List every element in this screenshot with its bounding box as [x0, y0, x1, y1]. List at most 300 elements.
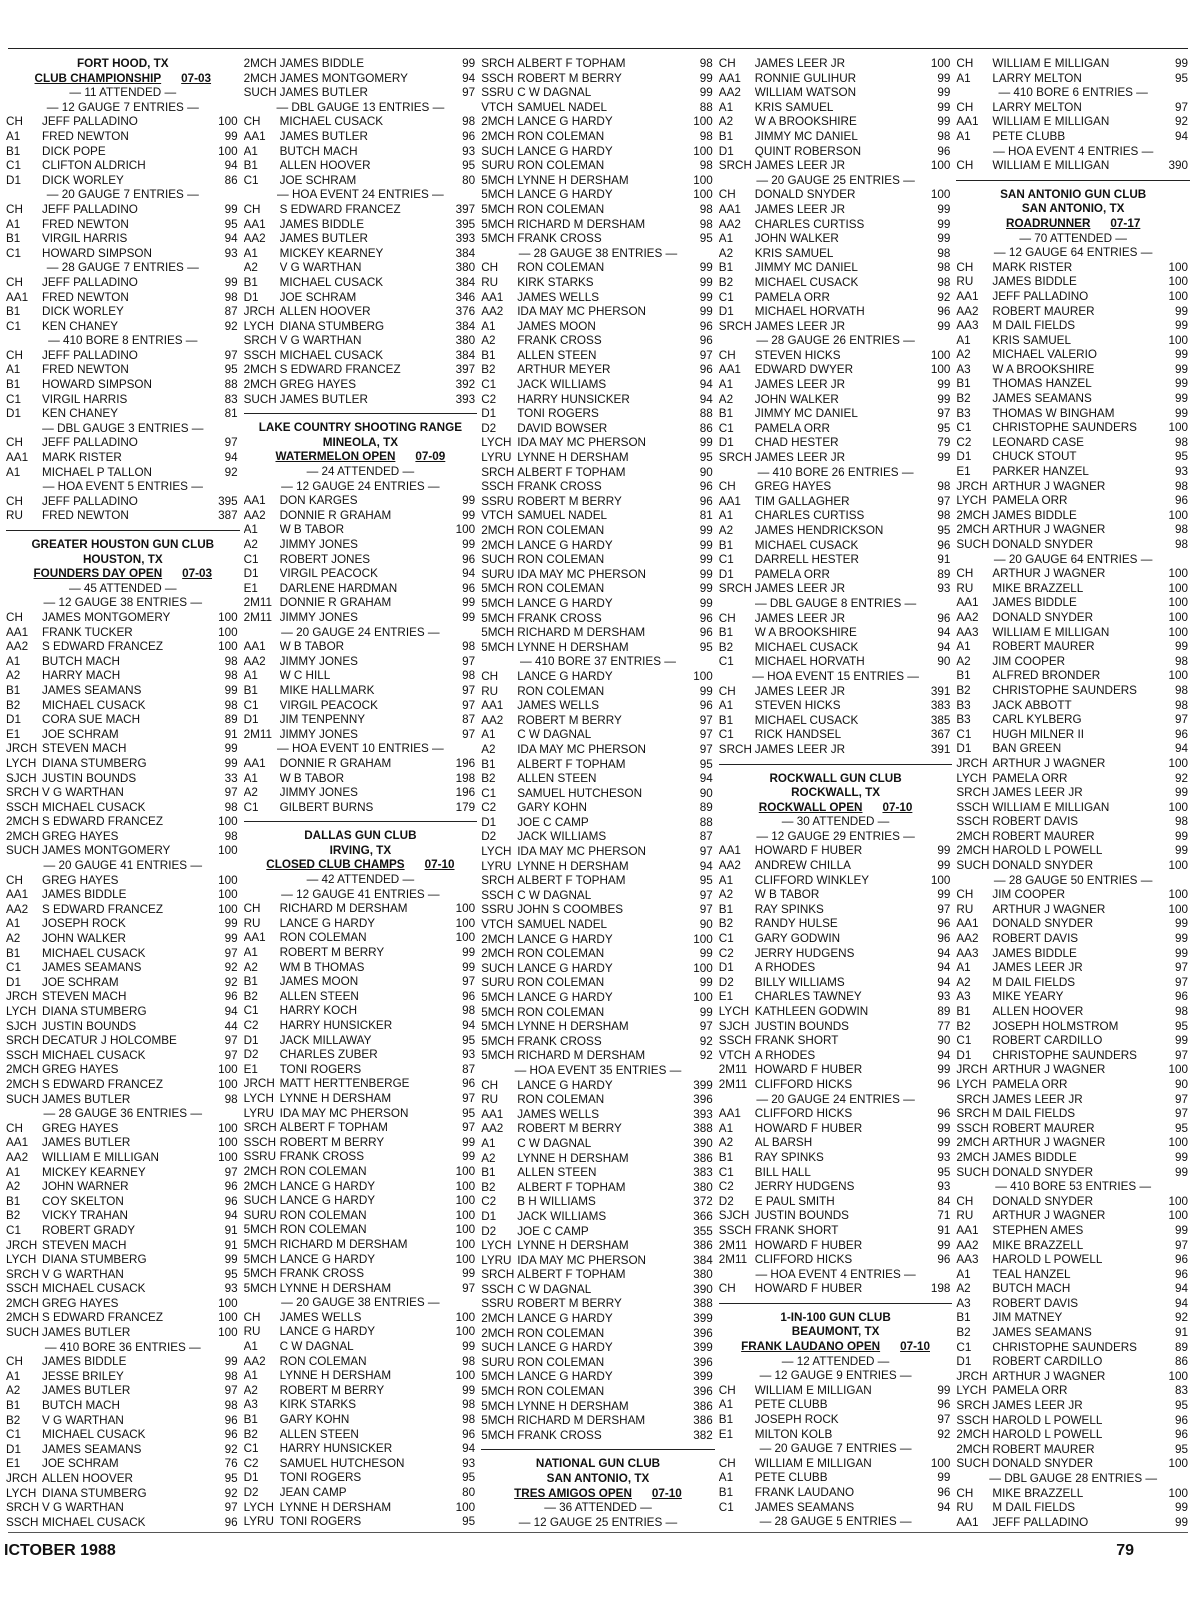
division-heading: — HOA EVENT 10 ENTRIES — [277, 742, 444, 756]
result-row [719, 203, 953, 218]
class-code: AA1 [718, 363, 741, 377]
shooter-name: MIKE HALLMARK [279, 683, 375, 697]
shooter-name: JAMES LEER JR [754, 159, 846, 173]
score: 99 [462, 1150, 476, 1164]
shooter-name: JAMES BIDDLE [279, 217, 365, 231]
shooter-name: STEVEN MACH [42, 742, 127, 756]
result-row [6, 976, 240, 991]
score: 98 [224, 290, 238, 304]
result-row [6, 1224, 240, 1239]
shooter-name: RON COLEMAN [517, 1093, 605, 1107]
score: 96 [699, 494, 713, 508]
shooter-name: FRANK CROSS [279, 1267, 365, 1281]
result-row [956, 640, 1190, 655]
score: 100 [455, 902, 476, 916]
division-heading: — 12 ATTENDED — [781, 1354, 890, 1368]
result-row [719, 699, 953, 714]
score: 88 [224, 378, 238, 392]
class-code: 5MCH [481, 202, 515, 216]
result-row [6, 1501, 240, 1516]
club-heading: SAN ANTONIO GUN CLUB [1000, 187, 1147, 201]
result-row [956, 772, 1190, 787]
shooter-name: JAMES LEER JR [992, 1092, 1083, 1106]
class-code: A1 [956, 129, 971, 143]
division-heading: — DBL GAUGE 28 ENTRIES — [989, 1472, 1158, 1485]
class-code: CH [956, 1486, 974, 1500]
shooter-name: V G WARTHAN [279, 261, 362, 275]
score: 92 [1174, 771, 1188, 785]
score: 95 [937, 524, 951, 537]
result-row [956, 1414, 1190, 1429]
result-row [956, 130, 1190, 145]
class-code: 2MCH [481, 538, 515, 552]
score: 98 [1174, 538, 1188, 551]
result-row [481, 524, 715, 539]
score: 95 [462, 159, 476, 173]
result-row [244, 975, 478, 990]
result-row [244, 684, 478, 699]
shooter-name: VIRGIL PEACOCK [279, 567, 378, 581]
class-code: A2 [718, 392, 734, 406]
score: 99 [699, 582, 713, 596]
score: 100 [218, 873, 238, 887]
class-code: SRCH [956, 1399, 990, 1413]
shooter-name: GARY KOHN [279, 1413, 350, 1427]
class-code: 2M11 [243, 610, 272, 624]
result-row [244, 655, 478, 670]
shooter-name: MICHAEL CUSACK [754, 275, 859, 289]
shooter-name: LYNNE H DERSHAM [279, 1500, 392, 1514]
shooter-name: KRIS SAMUEL [754, 100, 834, 114]
event-name: TRES AMIGOS OPEN [514, 1486, 632, 1500]
class-code: A2 [243, 538, 258, 551]
shooter-name: DONALD SNYDER [992, 1457, 1094, 1471]
class-code: D1 [481, 815, 497, 829]
shooter-name: SAMUEL HUTCHESON [279, 1456, 405, 1470]
result-row [481, 685, 715, 700]
class-code: AA1 [481, 699, 504, 713]
score: 94 [937, 640, 951, 654]
shooter-name: RICHARD M DERSHAM [517, 626, 646, 640]
class-code: 5MCH [481, 1034, 515, 1048]
result-row [244, 946, 478, 961]
score: 96 [699, 626, 713, 640]
score: 99 [699, 947, 713, 961]
result-row [956, 990, 1190, 1005]
score: 84 [937, 1194, 951, 1208]
division-heading: — 20 GAUGE 38 ENTRIES — [281, 1296, 440, 1310]
class-code: A2 [6, 1384, 21, 1398]
score: 99 [937, 217, 951, 231]
shooter-name: ROBERT M BERRY [517, 713, 622, 727]
class-code: 2MCH [6, 829, 40, 843]
result-row [6, 1020, 240, 1035]
score: 99 [937, 392, 951, 406]
score: 380 [693, 1268, 713, 1282]
result-row [244, 509, 478, 524]
shooter-name: MICHAEL CUSACK [279, 348, 384, 362]
class-code: CH [956, 260, 974, 274]
result-row [956, 917, 1190, 932]
class-code: RU [481, 275, 499, 289]
class-code: E1 [6, 1457, 21, 1471]
class-code: D1 [956, 1048, 972, 1062]
class-code: B1 [956, 669, 971, 683]
shooter-name: ROBERT CARDILLO [992, 1355, 1103, 1369]
class-code: RU [481, 1093, 499, 1107]
shooter-name: KRIS SAMUEL [754, 246, 834, 260]
result-row [244, 1442, 478, 1457]
shooter-name: ALLEN STEEN [517, 772, 597, 786]
division-heading: — HOA EVENT 4 ENTRIES — [993, 144, 1154, 158]
result-row [481, 816, 715, 831]
score: 99 [937, 378, 951, 392]
score: 376 [455, 305, 476, 319]
score: 99 [224, 202, 238, 216]
score: 99 [224, 756, 238, 770]
shooter-name: MICHAEL HORVATH [754, 305, 865, 319]
division-heading: — HOA EVENT 5 ENTRIES — [42, 480, 203, 494]
score: 96 [462, 581, 476, 595]
shooter-name: RON COLEMAN [279, 1354, 367, 1368]
result-row [481, 1035, 715, 1050]
class-code: A2 [718, 1136, 734, 1150]
shooter-name: RANDY HULSE [754, 917, 838, 931]
division-heading: — 12 GAUGE 9 ENTRIES — [759, 1369, 912, 1383]
class-code: B2 [718, 275, 734, 289]
score: 99 [462, 946, 476, 960]
class-code: SUCH [243, 1194, 277, 1208]
class-code: JRCH [956, 479, 988, 493]
score: 100 [1168, 902, 1188, 916]
class-code: JRCH [6, 1238, 38, 1252]
score: 355 [693, 1224, 713, 1238]
score: 91 [224, 1238, 238, 1252]
result-row [6, 466, 240, 481]
class-code: RU [243, 916, 261, 930]
result-row [6, 436, 240, 451]
result-row [956, 1370, 1190, 1385]
class-code: B1 [481, 757, 496, 771]
class-code: LYRU [481, 1253, 512, 1267]
score: 96 [937, 917, 951, 931]
class-code: AA1 [243, 129, 266, 143]
class-code: 2MCH [956, 844, 990, 858]
score: 393 [455, 392, 476, 406]
score: 384 [455, 348, 476, 362]
class-code: 5MCH [481, 1385, 515, 1399]
shooter-name: JAMES BIDDLE [42, 1355, 127, 1369]
result-row [244, 291, 478, 306]
shooter-name: MIKE BRAZZELL [992, 581, 1084, 595]
shooter-name: CHARLES ZUBER [279, 1048, 378, 1062]
result-row [481, 1429, 715, 1444]
result-row [6, 232, 240, 247]
event-date: 07-03 [181, 71, 212, 85]
class-code: LYCH [6, 756, 37, 770]
shooter-name: GILBERT BURNS [279, 800, 374, 814]
result-row [719, 1049, 953, 1064]
shooter-name: JOHN WALKER [754, 232, 839, 246]
class-code: 5MCH [481, 626, 515, 640]
class-code: 2M11 [718, 1077, 748, 1091]
result-row [244, 772, 478, 787]
class-code: C1 [956, 1034, 972, 1048]
result-row [6, 917, 240, 932]
class-code: 5MCH [481, 611, 515, 625]
shooter-name: LANCE G HARDY [517, 1312, 613, 1326]
result-row [956, 655, 1190, 670]
class-code: 2MCH [6, 1063, 40, 1077]
class-code: AA1 [6, 290, 29, 304]
class-code: AA2 [718, 86, 741, 100]
score: 81 [699, 509, 713, 523]
result-row [6, 1166, 240, 1181]
division-heading: — 28 GAUGE 5 ENTRIES — [759, 1515, 912, 1527]
class-code: 2M11 [243, 596, 272, 610]
shooter-name: DIANA STUMBERG [42, 756, 147, 770]
score: 95 [462, 1471, 476, 1485]
class-code: B2 [6, 1413, 21, 1427]
result-row [6, 1122, 240, 1137]
event-name: CLOSED CLUB CHAMPS [266, 858, 405, 872]
shooter-name: JAMES LEER JR [754, 202, 846, 216]
class-code: SUCH [481, 961, 515, 975]
score: 94 [937, 1048, 951, 1062]
result-row [719, 1166, 953, 1181]
result-row [6, 1049, 240, 1064]
shooter-name: JAMES BUTLER [279, 232, 368, 246]
score: 99 [1174, 786, 1188, 800]
class-code: A1 [956, 71, 971, 85]
result-row [6, 626, 240, 641]
class-code: SSRU [481, 903, 514, 917]
shooter-name: KIRK STARKS [279, 1398, 357, 1412]
event-name: ROADRUNNER [1006, 216, 1091, 230]
shooter-name: JAMES MOON [279, 975, 359, 989]
result-row [956, 305, 1190, 320]
shooter-name: HARRY HUNSICKER [279, 1442, 393, 1456]
class-code: CH [718, 1383, 736, 1397]
score: 98 [1174, 479, 1188, 493]
score: 97 [462, 1091, 476, 1105]
score: 95 [1174, 1442, 1188, 1456]
result-row [481, 57, 715, 72]
result-row [956, 275, 1190, 290]
shooter-name: ARTHUR J WAGNER [992, 756, 1106, 770]
result-row [956, 1487, 1190, 1502]
shooter-name: MICHAEL CUSACK [42, 1428, 146, 1442]
class-code: SRCH [481, 1268, 515, 1282]
shooter-name: RICHARD M DERSHAM [517, 217, 646, 231]
score: 100 [455, 1500, 476, 1514]
shooter-name: MICHAEL CUSACK [754, 538, 859, 552]
shooter-name: KEN CHANEY [42, 319, 118, 333]
score: 100 [218, 1121, 238, 1135]
division-heading: — HOA EVENT 24 ENTRIES — [277, 188, 444, 202]
result-row [6, 1078, 240, 1093]
class-code: SUCH [956, 859, 990, 873]
shooter-name: LANCE G HARDY [517, 669, 613, 683]
result-row [956, 932, 1190, 947]
score: 390 [1168, 159, 1188, 173]
class-code: D1 [6, 173, 21, 187]
class-code: SSRU [481, 86, 514, 100]
score: 396 [693, 1326, 713, 1340]
shooter-name: CLIFFORD HICKS [754, 1253, 853, 1267]
shooter-name: LANCE G HARDY [279, 916, 376, 930]
class-code: VTCH [481, 509, 514, 523]
class-code: D1 [243, 567, 259, 581]
class-code: C2 [243, 1456, 259, 1470]
shooter-name: LANCE G HARDY [517, 144, 613, 158]
shooter-name: PAMELA ORR [992, 1384, 1068, 1398]
result-row [719, 903, 953, 918]
class-code: 2MCH [243, 378, 277, 392]
division-heading: — 28 GAUGE 26 ENTRIES — [756, 334, 915, 348]
score: 99 [937, 859, 951, 873]
class-code: 2MCH [243, 1179, 277, 1193]
event-date: 07-09 [415, 450, 446, 464]
class-code: JRCH [243, 1077, 275, 1091]
class-code: LYCH [956, 1077, 987, 1091]
score: 99 [937, 1471, 951, 1485]
class-code: AA1 [956, 115, 979, 129]
shooter-name: PARKER HANZEL [992, 465, 1089, 479]
shooter-name: RAY SPINKS [754, 902, 824, 916]
class-code: AA1 [481, 290, 504, 304]
score: 86 [699, 421, 713, 435]
class-code: 5MCH [243, 1237, 277, 1251]
score: 90 [1174, 1077, 1188, 1091]
score: 91 [224, 727, 238, 741]
shooter-name: JIMMY MC DANIEL [754, 129, 858, 143]
shooter-name: CLIFFORD WINKLEY [754, 873, 870, 887]
class-code: A2 [718, 115, 734, 129]
class-code: 2MCH [481, 932, 515, 946]
club-heading: SAN ANTONIO, TX [546, 1472, 650, 1485]
score: 100 [455, 1164, 476, 1178]
result-row [719, 1078, 953, 1093]
score: 100 [930, 188, 951, 202]
class-code: 2MCH [243, 363, 277, 377]
class-code: SSCH [718, 1034, 752, 1048]
score: 99 [699, 275, 713, 289]
division-heading: — 12 GAUGE 29 ENTRIES — [756, 829, 915, 843]
score: 95 [462, 1515, 476, 1527]
shooter-name: HARRY MACH [42, 669, 121, 683]
result-row [481, 232, 715, 247]
result-row [6, 1428, 240, 1443]
class-code: LYCH [956, 1384, 987, 1398]
shooter-name: BUTCH MACH [279, 144, 358, 158]
division-heading: — 12 GAUGE 38 ENTRIES — [43, 596, 203, 610]
class-code: A1 [6, 465, 21, 479]
score: 386 [693, 1239, 713, 1253]
class-code: B1 [481, 1166, 496, 1180]
result-row [481, 422, 715, 437]
division-heading: — 410 BORE 6 ENTRIES — [998, 86, 1148, 100]
result-row [6, 961, 240, 976]
class-code: A2 [6, 1180, 21, 1194]
shooter-name: W A BROOKSHIRE [754, 626, 857, 640]
shooter-name: CHARLES CURTISS [754, 509, 865, 523]
shooter-name: JAMES WELLS [517, 699, 600, 713]
division-heading: — 12 GAUGE 24 ENTRIES — [281, 479, 440, 493]
score: 97 [462, 1281, 476, 1295]
class-code: 5MCH [243, 1252, 277, 1266]
score: 98 [699, 159, 713, 173]
class-code: 2MCH [243, 57, 277, 70]
class-code: AA2 [956, 1238, 979, 1252]
class-code: A2 [6, 932, 21, 946]
result-row [481, 1079, 715, 1094]
shooter-name: MICHAEL CUSACK [754, 713, 859, 727]
result-row [244, 669, 478, 684]
class-code: A3 [956, 1296, 971, 1310]
class-code: JRCH [956, 1369, 988, 1383]
results-column [719, 57, 953, 1527]
score: 96 [699, 699, 713, 713]
class-code: SSCH [481, 71, 514, 85]
score: 100 [1168, 1136, 1188, 1150]
score: 94 [1174, 1296, 1188, 1310]
class-code: CH [6, 873, 23, 887]
result-row [719, 1413, 953, 1428]
class-code: A3 [956, 362, 971, 376]
score: 99 [224, 129, 238, 143]
score: 100 [455, 1310, 476, 1324]
result-row [6, 844, 240, 859]
shooter-name: VIRGIL HARRIS [42, 392, 128, 406]
score: 98 [224, 829, 238, 843]
score: 100 [455, 1369, 476, 1383]
score: 97 [224, 1165, 238, 1179]
shooter-name: LANCE G HARDY [279, 1252, 376, 1266]
class-code: A2 [956, 348, 971, 362]
class-code: D2 [481, 1224, 497, 1238]
class-code: A1 [718, 1121, 734, 1135]
result-row [481, 86, 715, 101]
result-row [719, 612, 953, 627]
result-row [6, 349, 240, 364]
class-code: AA2 [481, 1122, 504, 1136]
score: 97 [1174, 1048, 1188, 1062]
class-code: SSRU [243, 1150, 277, 1164]
score: 77 [937, 1019, 951, 1033]
result-row [481, 626, 715, 641]
result-row [719, 188, 953, 203]
page-number: 79 [1116, 1542, 1134, 1559]
shooter-name: C W DAGNAL [517, 1282, 592, 1296]
score: 397 [455, 202, 476, 216]
class-code: SUCH [481, 553, 515, 567]
score: 97 [1174, 961, 1188, 975]
club-heading: SAN ANTONIO, TX [1021, 202, 1125, 216]
class-code: CH [718, 188, 736, 202]
result-row [244, 1471, 478, 1486]
result-row [719, 1253, 953, 1268]
class-code: B1 [6, 946, 21, 960]
class-code: SRCH [718, 159, 752, 173]
score: 96 [1174, 494, 1188, 508]
result-row [481, 1166, 715, 1181]
score: 97 [937, 902, 951, 916]
shooter-name: LANCE G HARDY [517, 932, 613, 946]
shooter-name: RICHARD M DERSHAM [517, 1414, 646, 1428]
shooter-name: KATHLEEN GODWIN [754, 1005, 869, 1018]
result-row [719, 1501, 953, 1516]
